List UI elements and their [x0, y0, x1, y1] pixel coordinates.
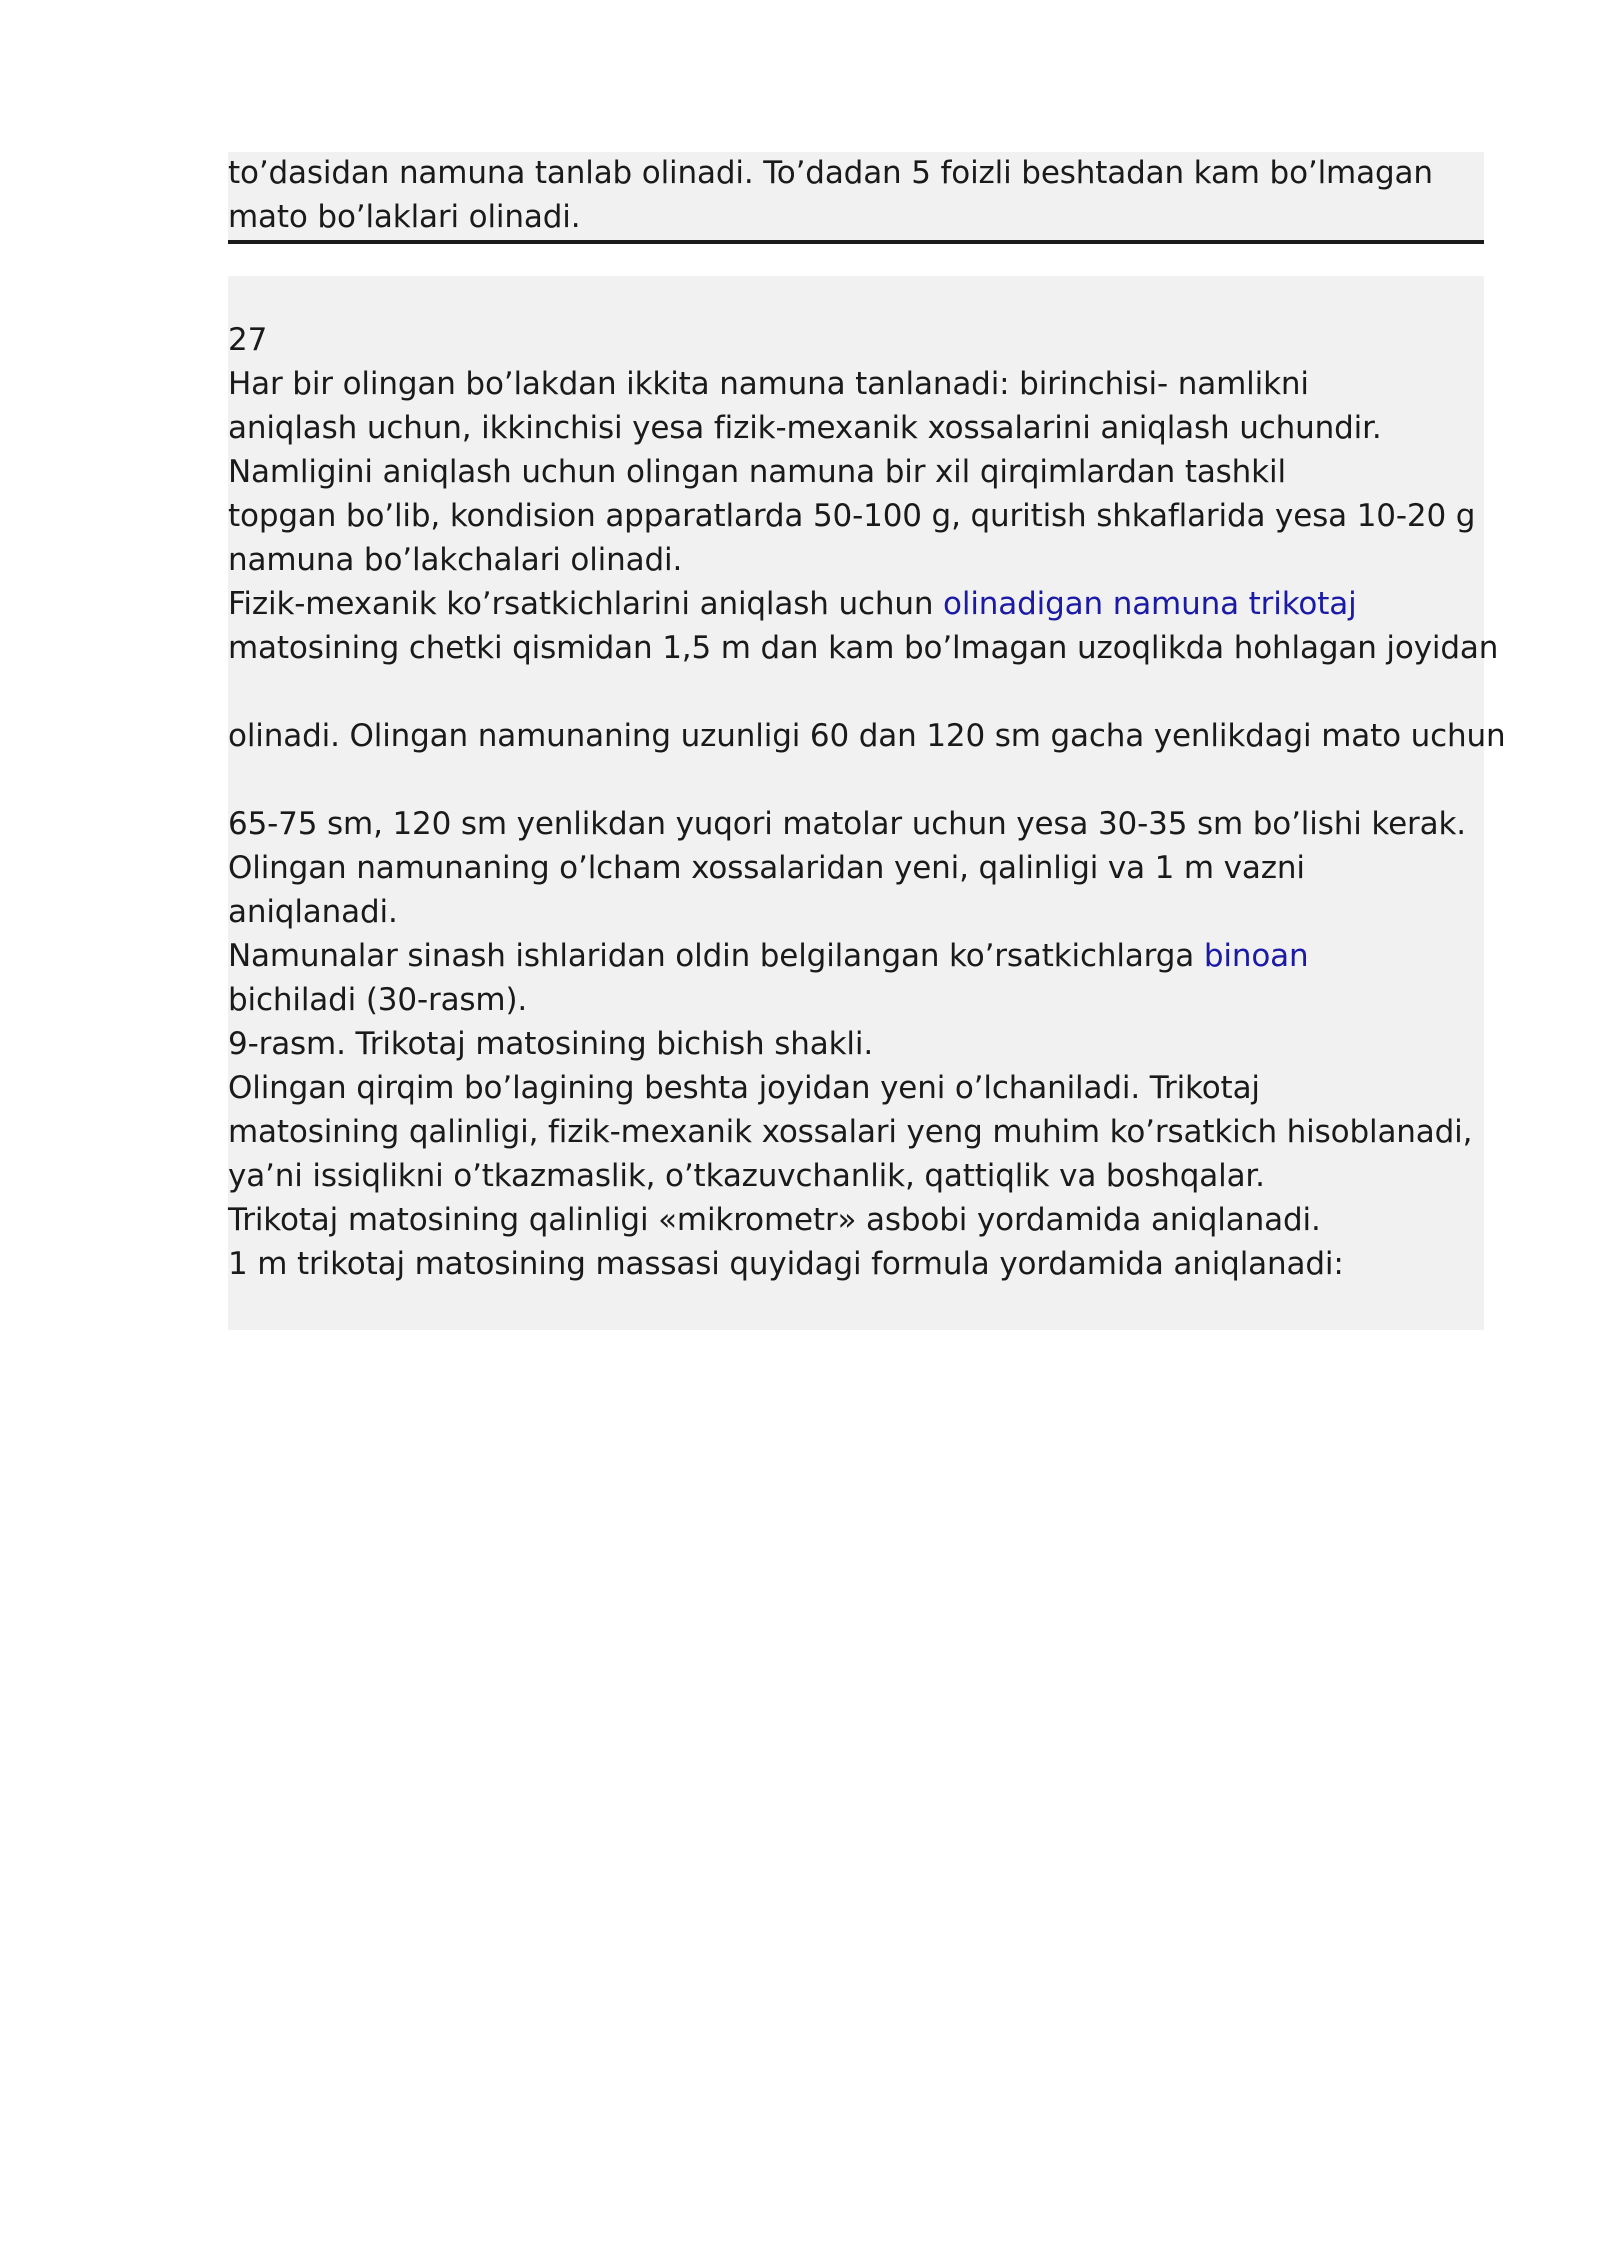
text-link[interactable]: binoan [1203, 938, 1309, 974]
paragraph-line: matosining chetki qismidan 1,5 m dan kam bo’lmagan uzoqlikda hohlagan joyidan [228, 630, 1499, 666]
paragraph-line: Har bir olingan bo’lakdan ikkita namuna tanlanadi: birinchisi- namlikni [228, 366, 1309, 402]
page-number: 27 [228, 322, 268, 358]
paragraph-line: ya’ni issiqlikni o’tkazmaslik, o’tkazuvchanlik, qattiqlik va boshqalar. [228, 1158, 1265, 1194]
paragraph-line: Olingan qirqim bo’lagining beshta joyidan yeni o’lchaniladi. Trikotaj [228, 1070, 1260, 1106]
paragraph-line: 1 m trikotaj matosining massasi quyidagi formula yordamida aniqlanadi: [228, 1246, 1344, 1282]
paragraph-line: Olingan namunaning o’lcham xossalaridan yeni, qalinligi va 1 m vazni [228, 850, 1305, 886]
paragraph-line: namuna bo’lakchalari olinadi. [228, 542, 683, 578]
paragraph-line [228, 582, 1357, 626]
paragraph-text: Fizik-mexanik ko’rsatkichlarini aniqlash uchun [228, 586, 944, 622]
paragraph-line: topgan bo’lib, kondision apparatlarda 50-100 g, quritish shkaflarida yesa 10-20 g [228, 498, 1476, 534]
paragraph-line: aniqlash uchun, ikkinchisi yesa fizik-mexanik xossalarini aniqlash uchundir. [228, 410, 1382, 446]
paragraph-line: 65-75 sm, 120 sm yenlikdan yuqori matolar uchun yesa 30-35 sm bo’lishi kerak. [228, 806, 1466, 842]
paragraph-line [228, 934, 1308, 978]
figure-caption: 9-rasm. Trikotaj matosining bichish shakli. [228, 1026, 874, 1062]
paragraph-text: Namunalar sinash ishlaridan oldin belgilangan ko’rsatkichlarga [228, 938, 1204, 974]
paragraph-line: olinadi. Olingan namunaning uzunligi 60 dan 120 sm gacha yenlikdagi mato uchun [228, 718, 1506, 754]
paragraph-line: Namligini aniqlash uchun olingan namuna bir xil qirqimlardan tashkil [228, 454, 1286, 490]
paragraph-line: Trikotaj matosining qalinligi «mikrometr» asbobi yordamida aniqlanadi. [228, 1202, 1321, 1238]
paragraph-line: mato bo’laklari olinadi. [228, 199, 581, 235]
paragraph-line: aniqlanadi. [228, 894, 398, 930]
paragraph-line: to’dasidan namuna tanlab olinadi. To’dadan 5 foizli beshtadan kam bo’lmagan [228, 155, 1433, 191]
text-link[interactable]: olinadigan namuna trikotaj [943, 586, 1357, 622]
paragraph-line: matosining qalinligi, fizik-mexanik xossalari yeng muhim ko’rsatkich hisoblanadi, [228, 1114, 1473, 1150]
paragraph-line: bichiladi (30-rasm). [228, 982, 528, 1018]
horizontal-rule [228, 240, 1484, 244]
